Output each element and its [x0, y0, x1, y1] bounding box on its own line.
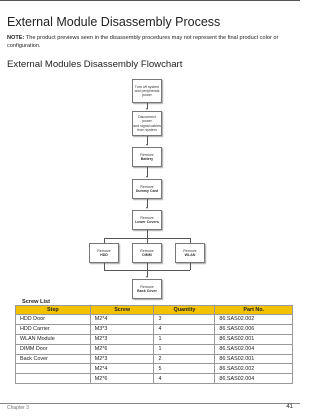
cell-screw: M2*4: [90, 315, 154, 325]
flow-text: Remove: [140, 184, 154, 189]
flow-connector: [147, 263, 148, 270]
cell-quantity: 3: [154, 315, 215, 325]
flow-text: power: [142, 93, 152, 98]
flow-connector: [190, 263, 191, 270]
page-number: 41: [286, 404, 293, 410]
table-row: [16, 344, 293, 354]
cell-quantity: 1: [154, 334, 215, 344]
cell-screw: M2*3: [90, 334, 154, 344]
flow-box-wlan: [175, 243, 205, 263]
header-step: Step: [16, 306, 91, 315]
cell-part-no: 86.SAS02.002: [215, 364, 293, 374]
flow-text: WLAN: [184, 253, 196, 257]
header-screw: Screw: [90, 306, 154, 315]
header-quantity: Quantity: [154, 306, 215, 315]
cell-part-no: 86.SAS02.001: [215, 354, 293, 364]
header-part-no: Part No.: [215, 306, 293, 315]
cell-part-no: 86.SAS02.004: [215, 344, 293, 354]
cell-quantity: 4: [154, 324, 215, 334]
cell-part-no: 86.SAS02.004: [215, 374, 293, 384]
cell-screw: M2*6: [90, 344, 154, 354]
flow-text: and peripherals: [134, 88, 160, 93]
flow-box-turn-off: [132, 79, 162, 103]
flow-text: Remove: [183, 248, 197, 253]
flow-box-hdd: [89, 243, 119, 263]
screw-list-title: Screw List: [22, 299, 50, 305]
note-paragraph: [7, 35, 293, 50]
cell-screw: M2*4: [90, 364, 154, 374]
top-rule: [0, 0, 300, 1]
flow-text: Battery: [140, 157, 154, 161]
cell-screw: M2*3: [90, 354, 154, 364]
page-title: External Module Disassembly Process: [7, 15, 221, 29]
flow-text: Back Cover: [137, 289, 157, 293]
flow-text: HDD: [100, 253, 108, 257]
note-label: NOTE:: [7, 35, 25, 41]
flow-arrow: [146, 207, 148, 209]
flow-box-dummy-card: [132, 179, 162, 199]
flow-text: from system: [137, 127, 157, 132]
flow-box-back-cover: [132, 279, 162, 299]
table-row: [16, 364, 293, 374]
flow-box-battery: [132, 147, 162, 167]
table-row: [16, 334, 293, 344]
flow-text: DIMM: [142, 253, 152, 257]
table-row: [16, 354, 293, 364]
cell-part-no: 86.SAS02.006: [215, 324, 293, 334]
screw-table-header-row: [16, 306, 293, 315]
cell-quantity: 1: [154, 344, 215, 354]
cell-step: Back Cover: [16, 354, 91, 364]
flow-text: Remove: [140, 248, 154, 253]
flow-arrow: [146, 108, 148, 110]
flow-connector: [104, 263, 105, 270]
flow-text: Remove: [140, 215, 154, 220]
cell-step: DIMM Door: [16, 344, 91, 354]
screw-table: [15, 305, 293, 384]
flow-text: Remove: [97, 248, 111, 253]
footer-rule: [0, 403, 300, 404]
flow-box-disconnect: [132, 111, 162, 136]
cell-screw: M2*6: [90, 374, 154, 384]
flow-text: and signal cables: [133, 123, 161, 128]
table-row: [16, 374, 293, 384]
table-row: [16, 315, 293, 325]
flow-arrow: [146, 276, 148, 278]
table-row: [16, 324, 293, 334]
flow-text: Lower Covers: [135, 220, 159, 224]
flow-arrow: [146, 144, 148, 146]
flow-box-dimm: [132, 243, 162, 263]
cell-part-no: 86.SAS02.002: [215, 315, 293, 325]
flow-text: Disconnect power: [138, 114, 156, 124]
cell-quantity: 2: [154, 354, 215, 364]
flow-text: Remove: [140, 284, 154, 289]
flowchart-title: External Modules Disassembly Flowchart: [7, 59, 183, 70]
cell-step: WLAN Module: [16, 334, 91, 344]
cell-step: [16, 374, 91, 384]
flow-text: Dummy Card: [135, 189, 159, 193]
cell-step: HDD Carrier: [16, 324, 91, 334]
flow-text: Turn off system: [134, 84, 160, 89]
flow-text: Remove: [140, 152, 154, 157]
cell-part-no: 86.SAS02.001: [215, 334, 293, 344]
cell-quantity: 4: [154, 374, 215, 384]
cell-screw: M3*3: [90, 324, 154, 334]
footer-chapter: Chapter 3: [7, 405, 29, 411]
flow-box-lower-covers: [132, 210, 162, 230]
flow-arrow: [146, 176, 148, 178]
cell-step: HDD Door: [16, 315, 91, 325]
note-text: The product previews seen in the disassembly procedures may not represent the final product color or configuration.: [7, 35, 279, 49]
cell-quantity: 5: [154, 364, 215, 374]
flow-connector: [147, 230, 148, 238]
cell-step: [16, 364, 91, 374]
